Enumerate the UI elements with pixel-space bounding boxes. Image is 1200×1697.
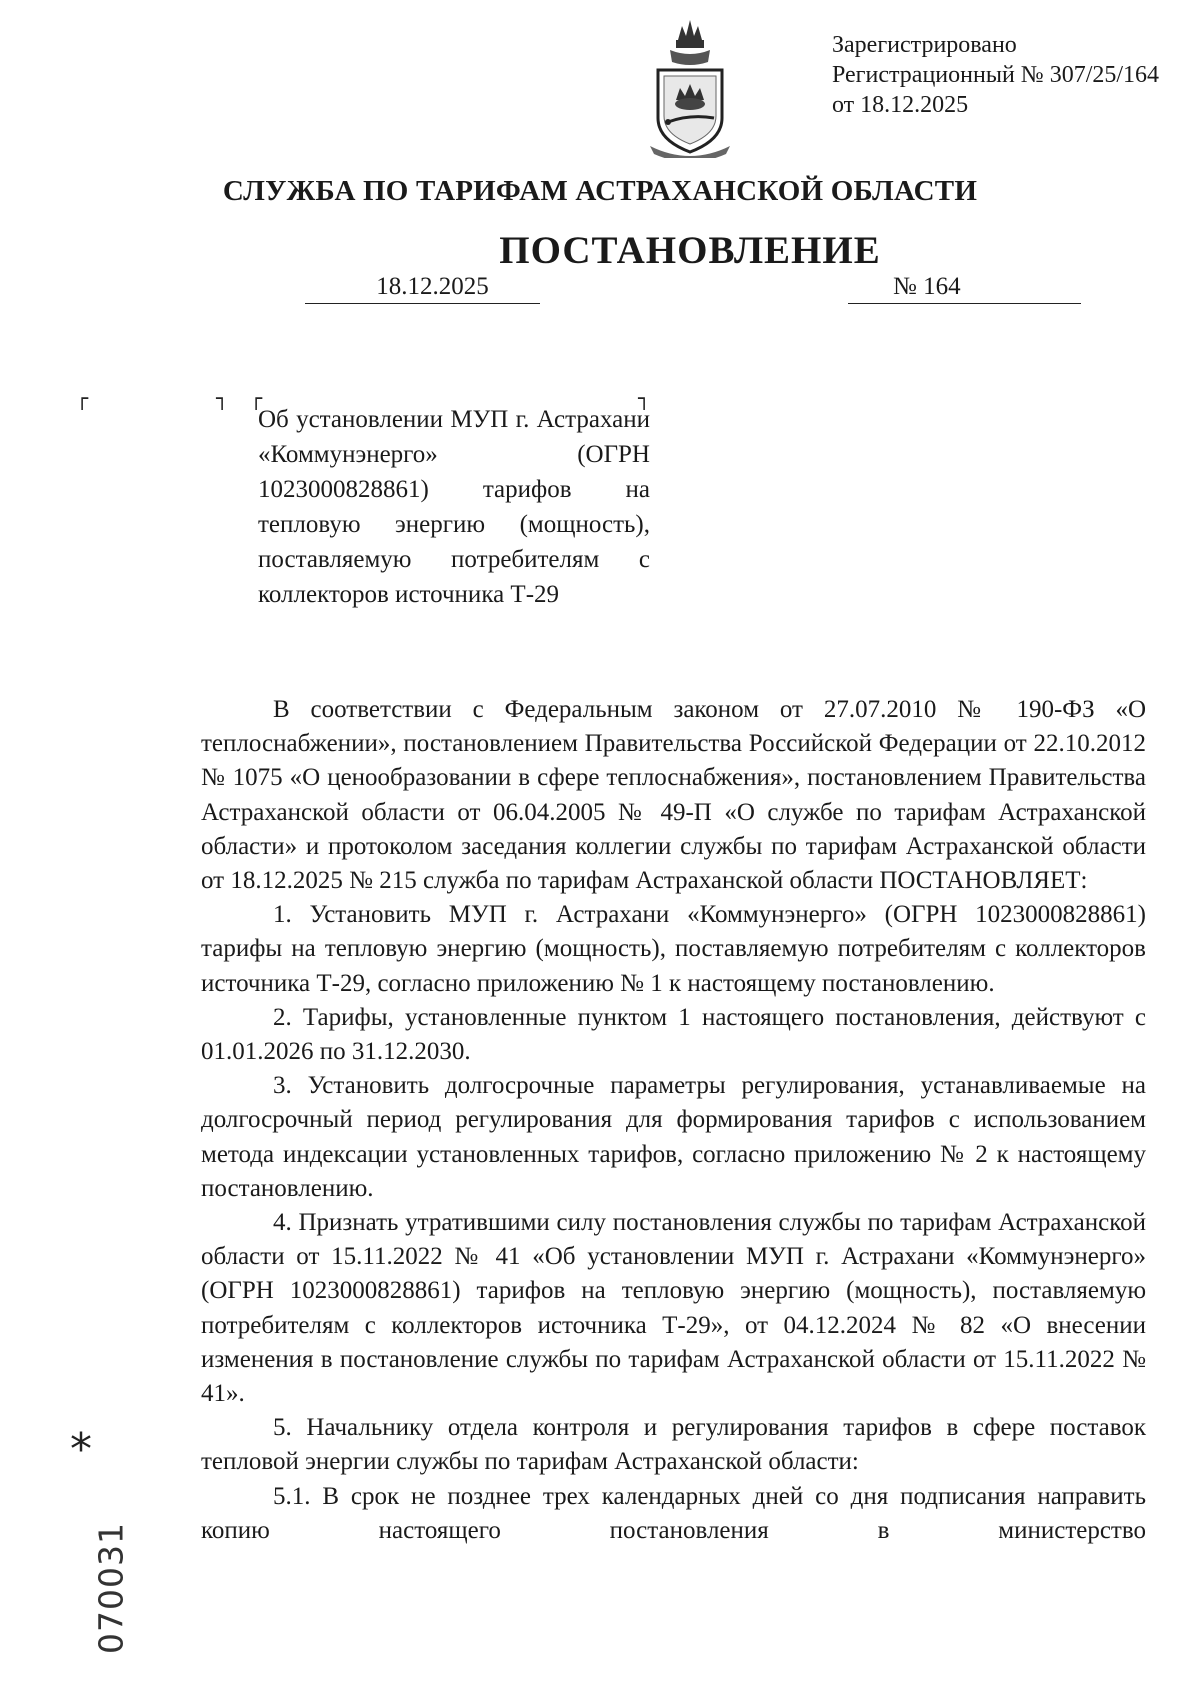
document-body — [201, 693, 1146, 1548]
corner-mark-top-left: ┌ — [76, 386, 89, 410]
document-date: 18.12.2025 — [305, 273, 540, 304]
paragraph-5: 5. Начальнику отдела контроля и регулирования тарифов в сфере поставок тепловой энергии службы по тарифам Астраханской области: — [201, 1414, 1146, 1476]
registration-number: Регистрационный № 307/25/164 — [832, 62, 1160, 88]
paragraph-3: 3. Установить долгосрочные параметры регулирования, устанавливаемые на долгосрочный период регулирования для формирования тарифов с использованием метода индексации установленных тарифов, согласно приложению № 2 к настоящему постановлению. — [201, 1072, 1146, 1202]
document-type: ПОСТАНОВЛЕНИЕ — [499, 229, 881, 272]
margin-serial-code — [56, 1508, 166, 1668]
corner-mark-subject-right: ┐ — [638, 386, 651, 410]
corner-mark-top-right: ┐ — [216, 386, 229, 410]
margin-serial-code-text: 070031 — [91, 1522, 131, 1654]
paragraph-4: 4. Признать утратившими силу постановления службы по тарифам Астраханской области от 15.11.2022 № 41 «Об установлении МУП г. Астрахани «Коммунэнерго» (ОГРН 1023000828861) тарифов на тепловую энергию (мощность), поставляемую потребителям с коллекторов источника Т-29», от 04.12.2024 № 82 «О внесении изменения в постановление службы по тарифам Астраханской области от 15.11.2022 № 41». — [201, 1209, 1146, 1408]
preamble-paragraph: В соответствии с Федеральным законом от 27.07.2010 № 190-ФЗ «О теплоснабжении», постановлением Правительства Российской Федерации от 22.10.2012 № 1075 «О ценообразовании в сфере теплоснабжения», постановлением Правительства Астраханской области от 06.04.2005 № 49-П «О службе по тарифам Астраханской области» и протоколом заседания коллегии службы по тарифам Астраханской области от 18.12.2025 № 215 служба по тарифам Астраханской области ПОСТАНОВЛЯЕТ: — [201, 696, 1146, 895]
paragraph-5-1: 5.1. В срок не позднее трех календарных дней со дня подписания направить копию настоящего постановления в министерство — [201, 1482, 1146, 1544]
paragraph-2: 2. Тарифы, установленные пунктом 1 настоящего постановления, действуют с 01.01.2026 по 31.12.2030. — [201, 1003, 1146, 1066]
margin-asterisk: * — [70, 1424, 92, 1475]
paragraph-1: 1. Установить МУП г. Астрахани «Коммунэнерго» (ОГРН 1023000828861) тарифы на тепловую энергию (мощность), поставляемую потребителям с коллекторов источника Т-29, согласно приложению № 1 к настоящему постановлению. — [201, 901, 1146, 997]
astrakhan-coat-of-arms-icon — [640, 18, 740, 158]
document-number: № 164 — [848, 273, 1081, 304]
agency-name: СЛУЖБА ПО ТАРИФАМ АСТРАХАНСКОЙ ОБЛАСТИ — [222, 175, 978, 207]
registration-status: Зарегистрировано — [832, 32, 1017, 58]
registration-stamp — [832, 30, 1159, 120]
registration-date: от 18.12.2025 — [832, 92, 969, 118]
corner-mark-subject-left: ┌ — [250, 386, 263, 410]
coat-of-arms-emblem — [640, 18, 740, 158]
document-subject: Об установлении МУП г. Астрахани «Коммунэнерго» (ОГРН 1023000828861) тарифов на тепловую энергию (мощность), поставляемую потребителям с коллекторов источника Т-29 — [258, 406, 650, 608]
